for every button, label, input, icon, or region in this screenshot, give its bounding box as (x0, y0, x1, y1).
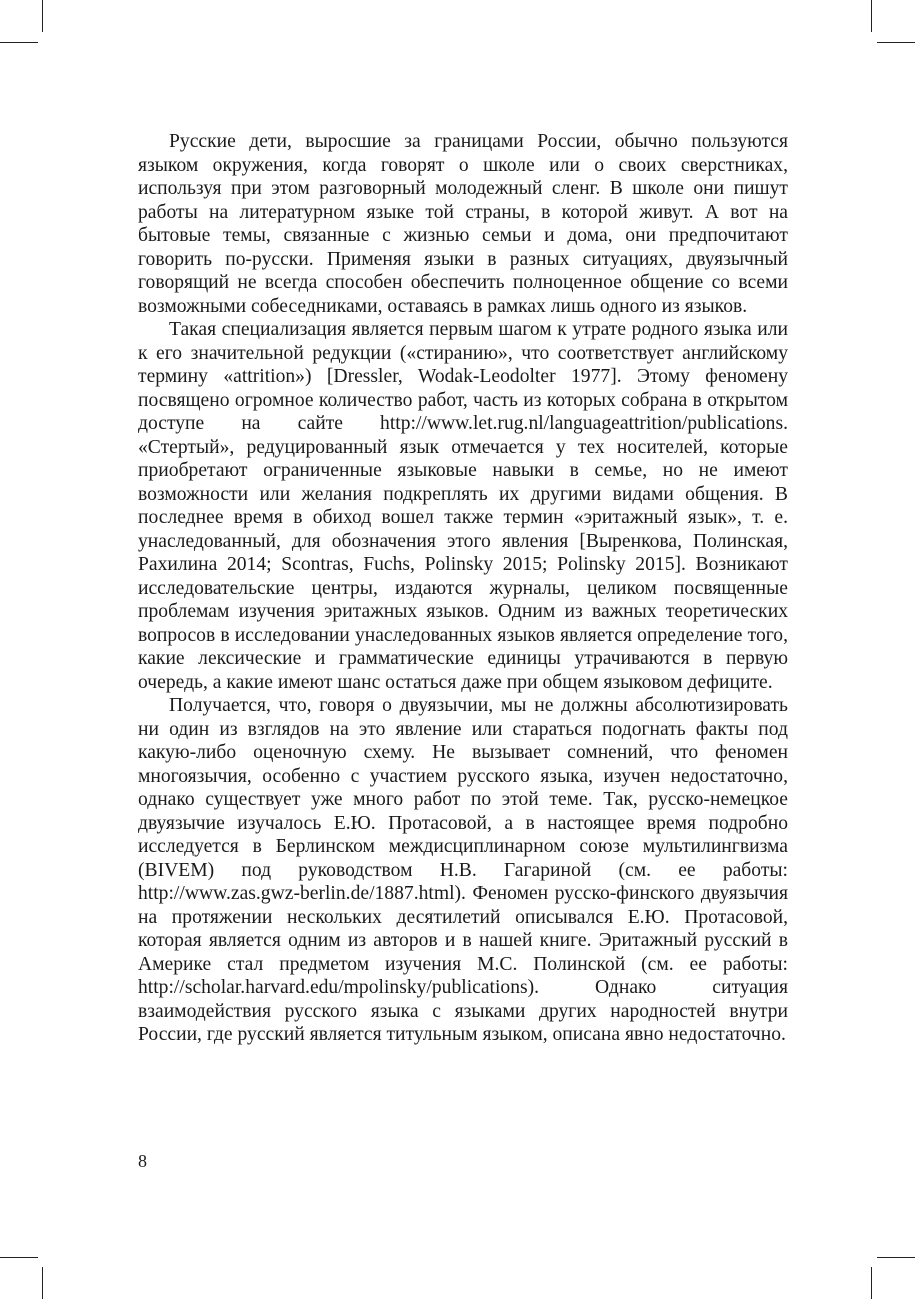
body-text (138, 130, 788, 1047)
paragraph: Получается, что, говоря о двуязычии, мы не должны абсолютизировать ни один из взглядов на это явление или стараться подогнать факты под какую-либо оценочную схему. Не вызывает сомнений, что феномен многоязычия, особенно с участием русского языка, изучен недостаточно, однако существует уже много работ по этой теме. Так, русско-немецкое двуязычие изучалось Е.Ю. Протасовой, а в настоящее время подробно исследуется в Берлинском междисциплинарном союзе мультилингвизма (BIVEM) под руководством Н.В. Гагариной (см. ее работы: http://www.zas.gwz-berlin.de/1887.html). Феномен русско-финского двуязычия на протяжении нескольких десятилетий описывался Е.Ю. Протасовой, которая является одним из авторов и в нашей книге. Эритажный русский в Америке стал предметом изучения М.С. Полинской (см. ее работы: http://scholar.harvard.edu/mpolinsky/publications). Однако ситуация взаимодействия русского языка с языками других народностей внутри России, где русский является титульным языком, описана явно недостаточно. (138, 695, 788, 1045)
crop-mark-top-left-vertical (42, 0, 43, 32)
crop-mark-bottom-right-vertical (871, 1267, 872, 1299)
crop-mark-top-left-horizontal (0, 42, 38, 43)
crop-mark-top-right-horizontal (877, 42, 915, 43)
paragraph: Такая специализация является первым шагом к утрате родного языка или к его значительной редукции («стиранию», что соответствует английскому термину «attrition») [Dressler, Wodak-Leodolter 1977]. Этому феномену посвящено огромное количество работ, часть из которых собрана в открытом доступе на сайте http://www.let.rug.nl/languageattrition/publications. «Стертый», редуцированный язык отмечается у тех носителей, которые приобретают ограниченные языковые навыки в семье, но не имеют возможности или желания подкреплять их другими видами общения. В последнее время в обиход вошел также термин «эритажный язык», т. е. унаследованный, для обозначения этого явления [Выренкова, Полинская, Рахилина 2014; Scontras, Fuchs, Polinsky 2015; Polinsky 2015]. Возникают исследовательские центры, издаются журналы, целиком посвященные проблемам изучения эритажных языков. Одним из важных теоретических вопросов в исследовании унаследованных языков является определение того, какие лексические и грамматические единицы утрачиваются в первую очередь, а какие имеют шанс остаться даже при общем языковом дефиците. (138, 319, 788, 693)
crop-mark-bottom-left-vertical (42, 1267, 43, 1299)
paragraph: Русские дети, выросшие за границами России, обычно пользуются языком окружения, когда говорят о школе или о своих сверстниках, используя при этом разговорный молодежный сленг. В школе они пишут работы на литературном языке той страны, в которой живут. А вот на бытовые темы, связанные с жизнью семьи и дома, они предпочитают говорить по-русски. Применяя языки в разных ситуациях, двуязычный говорящий не всегда способен обеспечить полноценное общение со всеми возможными собеседниками, оставаясь в рамках лишь одного из языков. (138, 131, 788, 317)
crop-mark-top-right-vertical (871, 0, 872, 32)
crop-mark-bottom-left-horizontal (0, 1257, 38, 1258)
page-number: 8 (138, 1151, 147, 1171)
crop-mark-bottom-right-horizontal (877, 1257, 915, 1258)
